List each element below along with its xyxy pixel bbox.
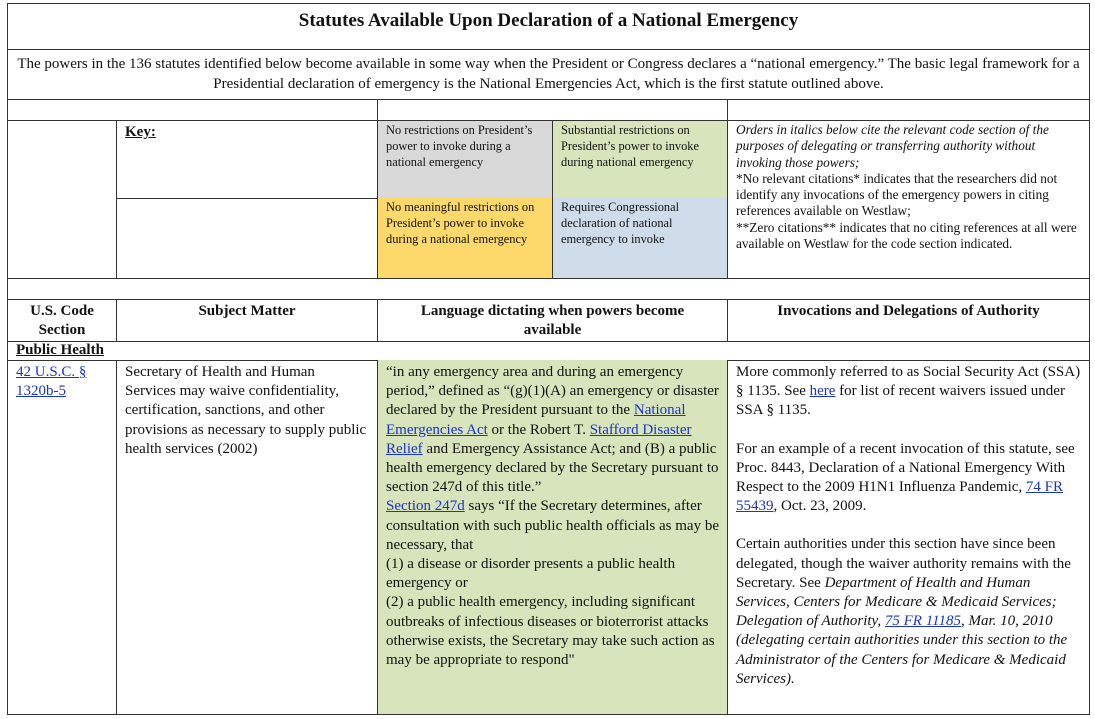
- section-247d-link[interactable]: Section 247d: [386, 498, 465, 515]
- fr-11185-link[interactable]: 75 FR 11185: [884, 613, 961, 630]
- invocation-text: for list of recent waivers issued under SSA § 1135.: [736, 383, 1065, 419]
- key-no-meaningful-restrictions: No meaningful restrictions on President’s power to invoke during a national emergency: [377, 198, 553, 279]
- key-notes-cell: [727, 121, 1090, 279]
- invocation-text: For an example of a recent invocation of this statute, see Proc. 8443, Declaration of a National Emergency With Respect to the 2009 H1N1 Influenza Pandemic,: [736, 440, 1075, 496]
- header-code-section: U.S. Code Section: [7, 300, 117, 342]
- key-no-restrictions: No restrictions on President’s power to invoke during a national emergency: [377, 121, 553, 199]
- invocation-paragraph-2: [736, 440, 1081, 517]
- key-note-italic: Orders in italics below cite the relevant code section of the purposes of delegating or transferring authority without invoking those powers;: [736, 122, 1049, 170]
- invocation-text: , Oct. 23, 2009.: [773, 498, 867, 515]
- key-note-zero: **Zero citations** indicates that no citing references at all were available on Westlaw for the code section indicated.: [736, 219, 1077, 252]
- key-label: Key:: [125, 124, 156, 140]
- key-blank-cell: [116, 198, 378, 279]
- language-cell: [377, 360, 728, 715]
- spacer-row: [377, 100, 728, 121]
- key-label-cell: [116, 121, 378, 199]
- language-text: and Emergency Assistance Act; and (B) a public health emergency declared by the Secretary pursuant to section 247d of this title.”: [386, 440, 719, 496]
- invocation-paragraph-1: [736, 363, 1081, 421]
- invocation-text: More commonly referred to as Social Security Act (SSA) § 1135. See: [736, 364, 1081, 400]
- code-section-cell: [7, 360, 117, 715]
- language-text: says “If the Secretary determines, after consultation with such public health officials as may be necessary, that: [386, 498, 719, 553]
- invocation-italic: , Mar. 10, 2010 (delegating certain authorities under this section to the Administrator of the Centers for Medicare & Medicaid Services).: [736, 613, 1068, 687]
- header-subject-matter: Subject Matter: [116, 300, 378, 342]
- spacer-row: [727, 100, 1090, 121]
- code-section-link[interactable]: 42 U.S.C. § 1320b-5: [16, 364, 87, 400]
- waivers-here-link[interactable]: here: [809, 383, 836, 400]
- invocations-cell: [727, 360, 1090, 715]
- language-text: “in any emergency area and during an emergency period,” defined as “(g)(1)(A) an emergency or disaster declared by the President pursuant to the: [386, 364, 719, 419]
- document-title: Statutes Available Upon Declaration of a National Emergency: [7, 3, 1090, 50]
- language-item-2: (2) a public health emergency, including significant outbreaks of infectious diseases or bioterrorist attacks otherwise exists, the Secretary may take such action as may be appropriate to respond": [386, 594, 715, 669]
- fr-55439-link[interactable]: 74 FR 55439: [736, 479, 1064, 515]
- key-note-no-relevant: *No relevant citations* indicates that the researchers did not identify any invocations of the emergency powers in citing references available on Westlaw;: [736, 170, 1058, 219]
- national-emergencies-act-link[interactable]: National Emergencies Act: [386, 402, 686, 438]
- spacer-row: [7, 100, 378, 121]
- invocation-italic: Department of Health and Human Services, Centers for Medicare & Medicaid Services; Delegation of Authority,: [736, 574, 1057, 630]
- category-row: [7, 341, 1090, 361]
- key-empty-cell: [7, 121, 117, 279]
- intro-paragraph: The powers in the 136 statutes identified below become available in some way when the President or Congress declares a “national emergency.” The basic legal framework for a Presidential declaration of emergency is the National Emergencies Act, which is the first statute outlined above.: [7, 50, 1090, 100]
- invocation-text: Certain authorities under this section have since been delegated, though the waiver authority remains with the Secretary. See: [736, 536, 1071, 591]
- spacer-row: [7, 279, 1090, 300]
- invocation-paragraph-3: [736, 535, 1081, 689]
- language-text: or the Robert T.: [487, 421, 590, 438]
- header-invocations: Invocations and Delegations of Authority: [727, 300, 1090, 342]
- header-language: Language dictating when powers become available: [377, 300, 728, 342]
- category-public-health: Public Health: [16, 342, 104, 358]
- key-requires-congress: Requires Congressional declaration of national emergency to invoke: [552, 198, 728, 279]
- key-substantial-restrictions: Substantial restrictions on President’s power to invoke during national emergency: [552, 121, 728, 199]
- language-item-1: (1) a disease or disorder presents a public health emergency or: [386, 556, 676, 592]
- subject-cell: Secretary of Health and Human Services may waive confidentiality, certification, sanctions, and other provisions as necessary to supply public health services (2002): [116, 360, 378, 715]
- stafford-act-link[interactable]: Stafford Disaster Relief: [386, 421, 692, 457]
